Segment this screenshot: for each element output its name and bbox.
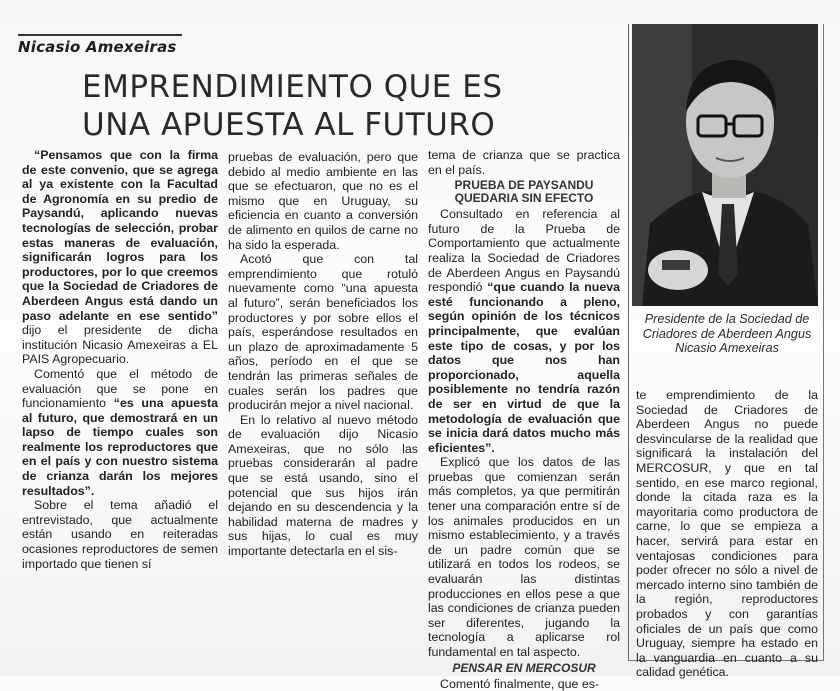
consultado-quote: “que cuando la nueva esté funcionando a pleno, según opinión de los técnicos principalmente, que evalúan este tipo de cosas, y por los datos que nos han proporcionado, aquella posiblemente no tendría razón de ser en virtud de que la metodología de evaluación que se inicia dará datos mucho más eficientes”. <box>428 280 620 455</box>
article-column-3 <box>428 148 620 691</box>
comento-paragraph: Comentó finalmente, que es- <box>440 676 600 691</box>
column-3-lead: tema de crianza que se practica en el país. <box>428 148 620 177</box>
column-4-paragraph: te emprendimiento de la Sociedad de Criadores de Aberdeen Angus no puede desvincularse de la realidad que significará la instalación del MERCOSUR, y que en tal sentido, en ese marco regional, donde la citada raza es la mayoritaria como productora de carne, lo que se empieza a hacer, servirá para estar en ventajosas condiciones para poder ofrecer no sólo a nivel de mercado interno sino también de la región, reproductores probados y con garantías oficiales de un país que como Uruguay, siempre ha estado en la vanguardia en cuanto a su calidad genética. <box>636 388 818 680</box>
subhead-prueba-line-2: QUEDARIA SIN EFECTO <box>454 191 594 206</box>
consultado-text: Consultado en referencia al futuro de la Prueba de Comportamiento que actualmente realiza la Sociedad de Criadores de Aberdeen Angus en Paysandú respondió <box>428 207 620 295</box>
attribution-text: dijo el presidente de dicha institución Nicasio Amexeiras a EL PAIS Agropecuario. <box>22 323 218 367</box>
quote-paragraph <box>22 148 218 367</box>
subhead-prueba-line-1: PRUEBA DE PAYSANDU <box>454 178 594 193</box>
headline-line-1: EMPRENDIMIENTO QUE ES <box>82 69 503 105</box>
semen-paragraph: Sobre el tema añadió el entrevistado, que actualmente están usando en reiteradas ocasiones reproductores de semen importado que tienen sí <box>22 498 218 571</box>
headline-line-2: UNA APUESTA AL FUTURO <box>82 107 496 143</box>
column-2-paragraph: En lo relativo al nuevo método de evaluación dijo Nicasio Amexeiras, que no sólo las pruebas considerarán al padre que se está usando, sino el potencial que sus hijos irán dejando en su descendencia y la habilidad materna de madres y sus hijas, lo cual es muy importante detectarla en el sis- <box>228 412 418 559</box>
consultado-paragraph <box>428 207 620 455</box>
portrait-illustration <box>632 24 818 306</box>
photo-caption: Presidente de la Sociedad de Criadores de Aberdeen Angus Nicasio Amexeiras <box>642 312 812 355</box>
article-column-4 <box>636 388 818 680</box>
article-column-2 <box>228 150 418 559</box>
explico-paragraph: Explicó que los datos de las pruebas que comienzan serán más completos, ya que permitirán tener una comparación entre sí de los animales producidos en un mismo establecimiento, y a través de un padre común que se utilizará en todos los rodeos, se evaluarán las distintas producciones en ellos pese a que las condiciones de crianza pueden ser diferentes, jugando la tecnología a aplicarse rol fundamental en tal aspecto. <box>428 455 620 659</box>
headline <box>82 68 602 144</box>
method-paragraph <box>22 367 218 498</box>
subhead-prueba <box>428 179 620 205</box>
subhead-mercosur: PENSAR EN MERCOSUR <box>452 660 596 675</box>
portrait-photo <box>632 24 818 306</box>
method-quote-text: “es una apuesta al futuro, que demostrará en un lapso de tiempo cuales son realmente los reproductores que en el país y con nuestro sistema de crianza darán los mejores resultados”. <box>22 396 218 498</box>
byline: Nicasio Amexeiras <box>18 34 182 56</box>
column-2-paragraph: Acotó que con tal emprendimiento que rotuló nuevamente como “una apuesta al futuro”, serán beneficiados los productores y por sobre ellos el país, esperándose resultados en un plazo de aproximadamente 5 años, período en el que se tendrán las primeras señales de cuales serán los padres que producirán mejor a nivel nacional. <box>228 252 418 413</box>
article-column-1 <box>22 148 218 571</box>
column-2-paragraph: pruebas de evaluación, pero que debido al medio ambiente en las que se efectuaron, que no es el mismo que en Uruguay, su eficiencia en cuanto a conversión de alimento en quilos de carne no ha sido la esperada. <box>228 150 418 252</box>
method-intro-text: Comentó que el método de evaluación que se pone en funcionamiento <box>22 366 218 411</box>
quote-text: “Pensamos que con la firma de este convenio, que se agrega al ya existente con la Facultad de Agronomía en su predio de Paysandú, aplicando nuevas tecnologías de selección, probar estas maneras de evaluación, significarán logros para los productores, por lo que creemos que la Sociedad de Criadores de Aberdeen Angus está dando un paso adelante en ese sentido” <box>22 148 218 323</box>
